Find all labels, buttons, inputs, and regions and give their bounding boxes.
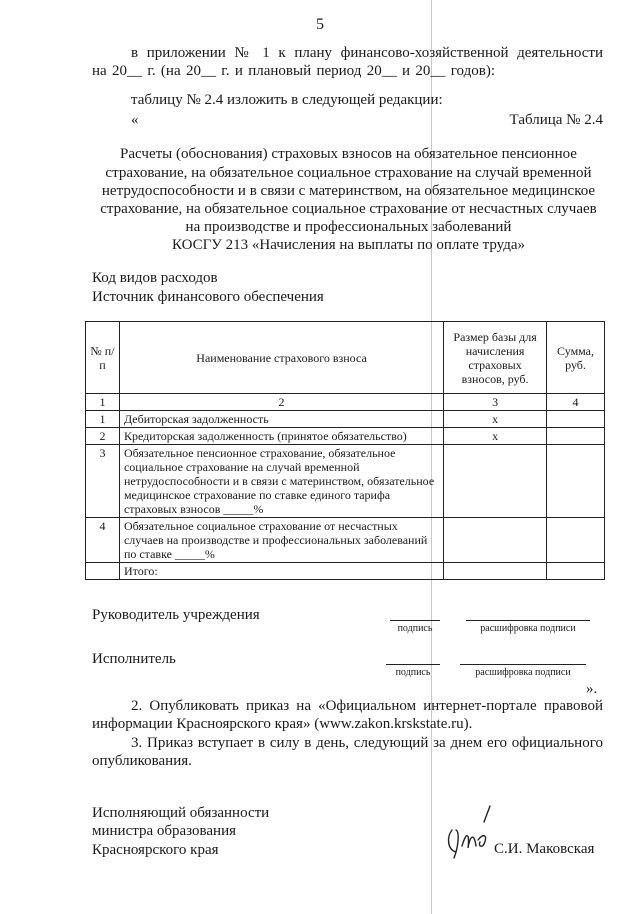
header-sum: Сумма, руб.: [547, 322, 605, 394]
row-base: x: [444, 428, 547, 445]
insurance-table: [85, 321, 605, 580]
header-name: Наименование страхового взноса: [119, 322, 443, 394]
intro-line-2: на 20__ г. (на 20__ г. и плановый период 20__ и 20__ годов):: [92, 63, 495, 79]
paragraph-3-line-1: 3. Приказ вступает в силу в день, следующий за днем его официального: [131, 735, 603, 751]
row-base: [444, 445, 547, 518]
row-name: Обязательное социальное страхование от несчастных случаев на производстве и профессиональных заболеваний по ставке _____%: [119, 518, 443, 563]
expense-code-label: Код видов расходов: [92, 270, 218, 286]
row-num: 1: [86, 411, 120, 428]
table-total-row: [86, 563, 605, 580]
colnum-2: 2: [119, 394, 443, 411]
table-colnum-row: [86, 394, 605, 411]
executor-label: Исполнитель: [92, 651, 176, 667]
head-sign-line: [390, 620, 440, 621]
signer-title-1: Исполняющий обязанности: [92, 805, 270, 821]
head-decode-caption: расшифровка подписи: [480, 623, 576, 634]
executor-decode-line: [460, 664, 586, 665]
paragraph-2-line-1: 2. Опубликовать приказ на «Официальном интернет-портале правовой: [131, 698, 603, 714]
table-row: [86, 518, 605, 563]
row-name: Дебиторская задолженность: [119, 411, 443, 428]
colnum-4: 4: [547, 394, 605, 411]
row-sum: [547, 445, 605, 518]
heading-line-1: Расчеты (обоснования) страховых взносов на обязательное пенсионное: [120, 146, 577, 162]
row-num: 4: [86, 518, 120, 563]
row-num: 2: [86, 428, 120, 445]
colnum-1: 1: [86, 394, 120, 411]
signer-title-3: Красноярского края: [92, 842, 219, 858]
heading-line-4: страхование, на обязательное социальное страхование от несчастных случаев: [100, 201, 597, 217]
quote-close: ».: [586, 681, 598, 697]
table-row: [86, 445, 605, 518]
row-num: 3: [86, 445, 120, 518]
paragraph-3-line-2: опубликования.: [92, 753, 192, 769]
head-label: Руководитель учреждения: [92, 607, 260, 623]
signer-name: С.И. Маковская: [494, 841, 595, 857]
table-row: [86, 428, 605, 445]
row-name: Итого:: [119, 563, 443, 580]
row-sum: [547, 411, 605, 428]
quote-open: «: [131, 112, 139, 128]
table-header-row: [86, 322, 605, 394]
row-num: [86, 563, 120, 580]
header-base: Размер базы для начисления страховых взносов, руб.: [444, 322, 547, 394]
row-name: Кредиторская задолженность (принятое обязательство): [119, 428, 443, 445]
row-sum: [547, 518, 605, 563]
paragraph-2-line-2: информации Красноярского края» (www.zakon.krskstate.ru).: [92, 716, 473, 732]
colnum-3: 3: [444, 394, 547, 411]
head-sign-caption: подпись: [397, 623, 433, 634]
intro-line-1: в приложении № 1 к плану финансово-хозяйственной деятельности: [131, 45, 603, 61]
row-sum: [547, 563, 605, 580]
row-base: [444, 563, 547, 580]
page-number: 5: [316, 16, 324, 33]
row-sum: [547, 428, 605, 445]
row-base: [444, 518, 547, 563]
table-label: Таблица № 2.4: [509, 112, 603, 128]
signer-title-2: министра образования: [92, 823, 237, 839]
row-name: Обязательное пенсионное страхование, обязательное социальное страхование на случай временной нетрудоспособности и в связи с материнством, обязательное медицинское страхование по ставке единого тарифа страховых взносов _____%: [119, 445, 443, 518]
head-decode-line: [466, 620, 590, 621]
row-base: x: [444, 411, 547, 428]
executor-decode-caption: расшифровка подписи: [475, 667, 571, 678]
funding-source-label: Источник финансового обеспечения: [92, 289, 324, 305]
heading-line-6: КОСГУ 213 «Начисления на выплаты по оплате труда»: [171, 237, 526, 253]
header-num: № п/п: [86, 322, 120, 394]
heading-line-5: на производстве и профессиональных заболеваний: [185, 219, 512, 235]
heading-line-3: нетрудоспособности и в связи с материнством, на обязательное медицинское: [101, 183, 596, 199]
executor-sign-caption: подпись: [395, 667, 431, 678]
heading-line-2: страхование, на обязательное социальное страхование на случай временной: [105, 165, 592, 181]
executor-sign-line: [386, 664, 440, 665]
table-row: [86, 411, 605, 428]
handwritten-signature: [444, 802, 500, 868]
intro-line-3: таблицу № 2.4 изложить в следующей редакции:: [131, 92, 443, 108]
